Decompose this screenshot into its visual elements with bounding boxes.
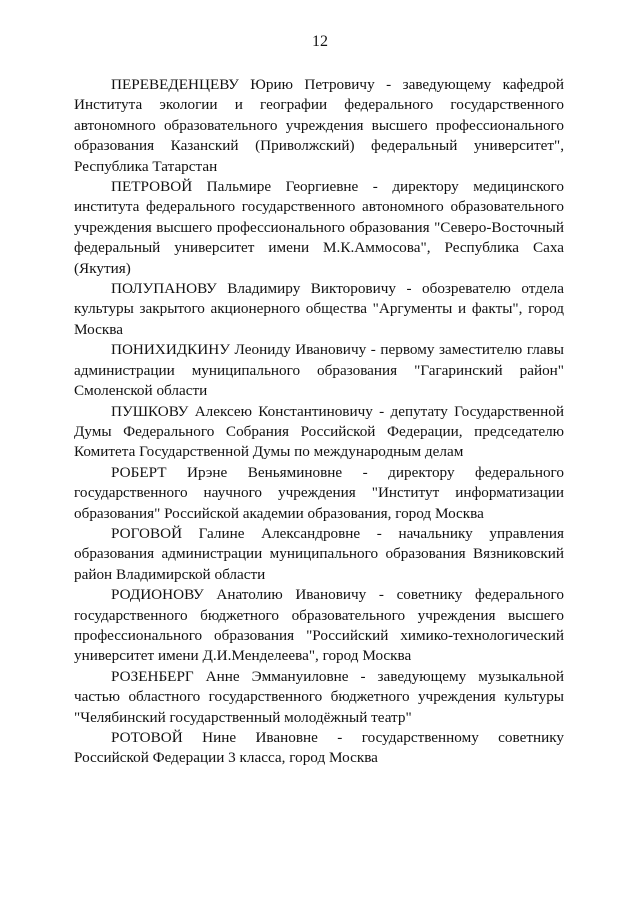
recipient-entry: РОДИОНОВУ Анатолию Ивановичу - советнику федерального государственного бюджетного образовательного учреждения высшего профессионального образования "Российский химико-технологический университет имени Д.И.Менделеева", город Москва bbox=[74, 586, 564, 665]
recipient-entry: РОТОВОЙ Нине Ивановне - государственному советнику Российской Федерации 3 класса, город Москва bbox=[74, 729, 564, 767]
page-number: 12 bbox=[312, 33, 328, 50]
recipient-entry: РОЗЕНБЕРГ Анне Эммануиловне - заведующему музыкальной частью областного государственного бюджетного учреждения культуры "Челябинский государственный молодёжный театр" bbox=[74, 667, 564, 726]
recipient-entry: ПОЛУПАНОВУ Владимиру Викторовичу - обозревателю отдела культуры закрытого акционерного общества "Аргументы и факты", город Москва bbox=[74, 280, 564, 338]
recipient-entry: ПЕТРОВОЙ Пальмире Георгиевне - директору медицинского института федерального государственного автономного образовательного учреждения высшего профессионального образования "Северо-Восточный федеральный университет имени М.К.Аммосова", Республика Саха (Якутия) bbox=[74, 178, 564, 277]
recipient-entry: ПУШКОВУ Алексею Константиновичу - депутату Государственной Думы Федерального Собрания Российской Федерации, председателю Комитета Государственной Думы по международным делам bbox=[74, 402, 564, 461]
recipient-entry: ПЕРЕВЕДЕНЦЕВУ Юрию Петровичу - заведующему кафедрой Института экологии и географии федерального государственного автономного образовательного учреждения высшего профессионального образования Казанский (Приволжский) федеральный университет", Республика Татарстан bbox=[74, 76, 564, 175]
recipient-entry: ПОНИХИДКИНУ Леониду Ивановичу - первому заместителю главы администрации муниципального образования "Гагаринский район" Смоленской области bbox=[74, 341, 564, 400]
recipient-entry: РОБЕРТ Ирэне Веньяминовне - директору федерального государственного научного учреждения "Институт информатизации образования" Российской академии образования, город Москва bbox=[74, 463, 564, 522]
award-recipient-list bbox=[74, 75, 564, 769]
recipient-entry: РОГОВОЙ Галине Александровне - начальнику управления образования администрации муниципального образования Вязниковский район Владимирской области bbox=[74, 524, 564, 583]
